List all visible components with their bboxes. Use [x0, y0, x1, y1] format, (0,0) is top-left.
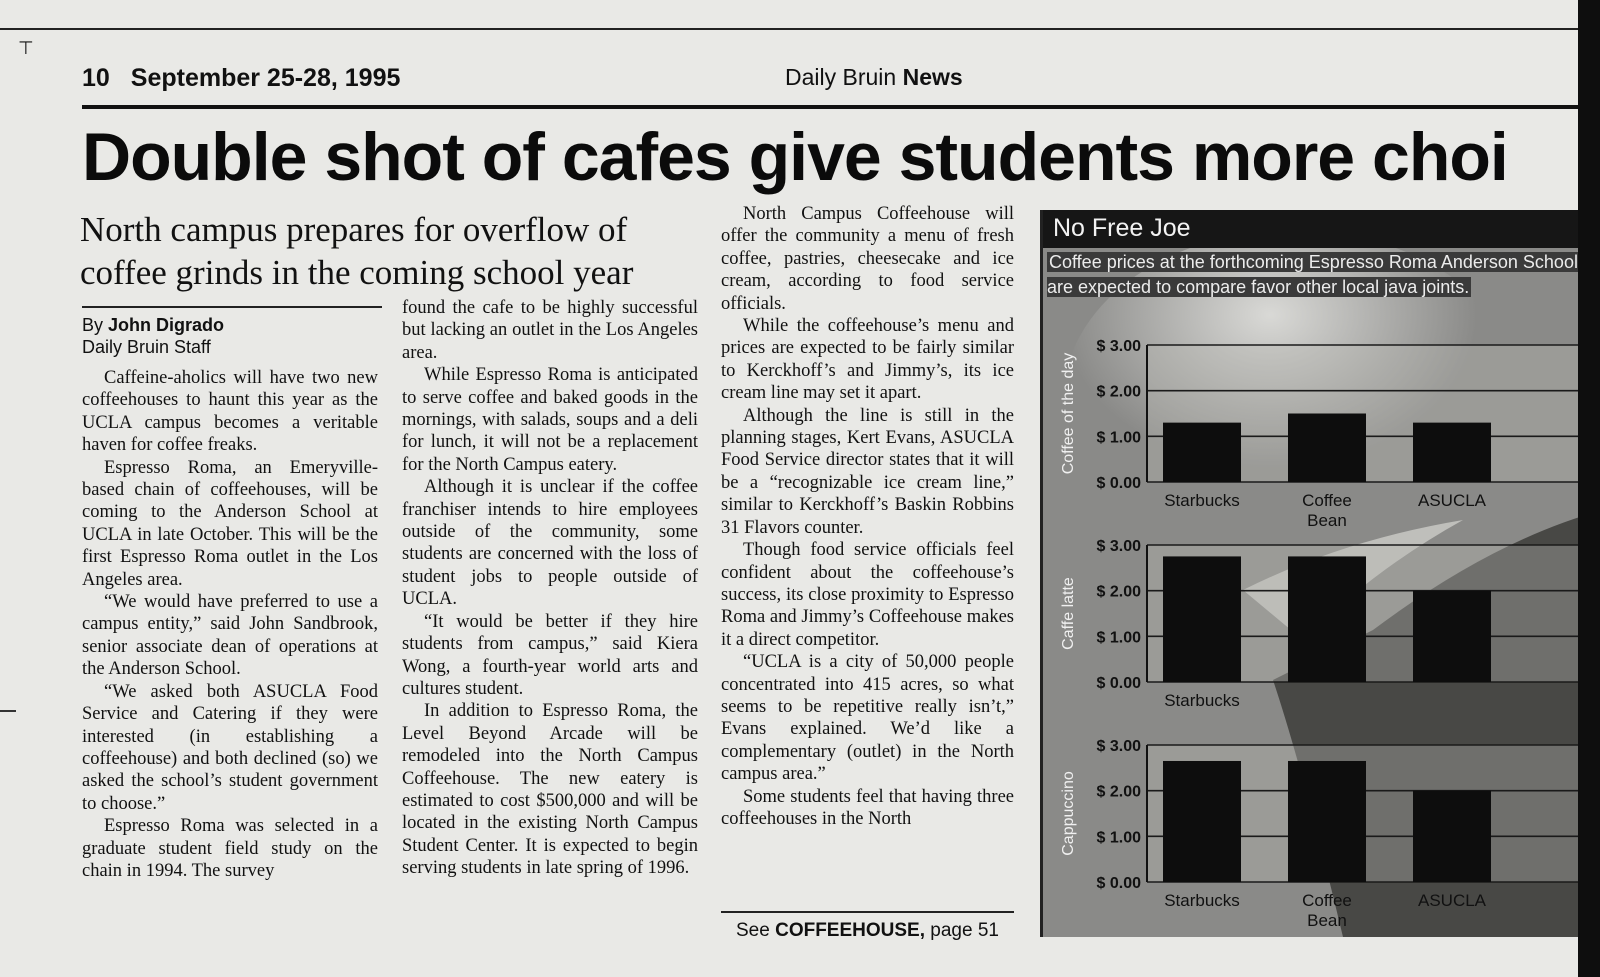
page-number: 10: [82, 64, 110, 92]
y-tick-label: $ 1.00: [1096, 829, 1141, 847]
y-tick-label: $ 3.00: [1096, 738, 1141, 755]
paragraph: “We asked both ASUCLA Food Service and Catering if they were interested (in establishing a coffeehouse) and both declined (so) we asked the school’s student government to choose.”: [82, 681, 378, 814]
headline: Double shot of cafes give students more choi: [82, 119, 1508, 195]
jump-rule: [721, 911, 1014, 913]
bar: [1163, 423, 1241, 482]
section-masthead: [785, 64, 963, 91]
y-tick-label: $ 2.00: [1096, 783, 1141, 801]
paragraph: “UCLA is a city of 50,000 people concentrated into 415 acres, so what seems to be repetitive really isn’t,” Evans explained. We’d like a complementary (outlet) in the North campus area.”: [721, 652, 1014, 785]
y-axis-label: Cappuccino: [1060, 771, 1077, 856]
bar: [1288, 761, 1366, 882]
category-label: Bean: [1307, 911, 1347, 930]
jump-line: [736, 920, 999, 942]
top-rule: [0, 28, 1600, 30]
margin-mark: ⊤: [18, 38, 34, 58]
byline: [82, 314, 224, 358]
paragraph: Espresso Roma, an Emeryville-based chain of coffeehouses, will be coming to the Anderson School at UCLA in late October. This will be the first Espresso Roma outlet in the Los Angeles area.: [82, 457, 378, 590]
paragraph: Although it is unclear if the coffee franchiser intends to hire employees outside of the community, some students are concerned with the loss of student jobs to people outside of UCLA.: [402, 477, 698, 610]
y-tick-label: $ 3.00: [1096, 538, 1141, 555]
bar: [1413, 423, 1491, 482]
margin-dash: [0, 710, 16, 712]
category-label: Coffee: [1302, 491, 1352, 510]
paragraph: In addition to Espresso Roma, the Level Beyond Arcade will be remodeled into the North Campus Coffeehouse. The new eatery is estimated to cost $500,000 and will be located in the existing North Campus Student Center. It is expected to begin serving students in late spring of 1996.: [402, 701, 698, 879]
category-label: Coffee: [1302, 891, 1352, 910]
y-tick-label: $ 2.00: [1096, 583, 1141, 601]
panel-title: No Free Joe: [1053, 214, 1191, 242]
page-edge-shadow: [1578, 0, 1600, 977]
chart-panel: [1040, 210, 1600, 937]
paragraph: Though food service officials feel confident about the coffeehouse’s success, its close proximity to Espresso Roma and Jimmy’s Coffeehouse makes it a direct competitor.: [721, 540, 1014, 650]
category-label: Starbucks: [1164, 891, 1240, 910]
jump-prefix: See: [736, 920, 770, 941]
byline-prefix: By: [82, 315, 104, 335]
byline-author-line: [82, 314, 224, 336]
y-tick-label: $ 2.00: [1096, 383, 1141, 401]
paragraph: found the cafe to be highly successful but lacking an outlet in the Los Angeles area.: [402, 298, 698, 363]
bar: [1288, 414, 1366, 483]
byline-rule: [82, 306, 382, 308]
category-label: ASUCLA: [1417, 891, 1487, 910]
paragraph: North Campus Coffeehouse will offer the community a menu of fresh coffee, pastries, cheesecake and ice cream, according to food service officials.: [721, 204, 1014, 314]
masthead-paper: Daily Bruin: [785, 64, 897, 90]
panel-subtitle-text: Coffee prices at the forthcoming Espresso Roma Anderson School are expected to compare favor other local java joints.: [1047, 252, 1578, 297]
deck: North campus prepares for overflow of coffee grinds in the coming school year: [80, 210, 634, 292]
bar: [1413, 791, 1491, 882]
article-column-2: [402, 297, 698, 880]
article-column-3: [721, 203, 1014, 830]
bar: [1413, 591, 1491, 682]
byline-author: John Digrado: [108, 315, 225, 335]
paragraph: Espresso Roma was selected in a graduate student field study on the chain in 1994. The survey: [82, 816, 378, 881]
price-charts: [1043, 210, 1600, 937]
category-label: Bean: [1307, 511, 1347, 530]
bar: [1163, 556, 1241, 682]
paragraph: Caffeine-aholics will have two new coffeehouses to haunt this year as the UCLA campus becomes a veritable haven for coffee freaks.: [82, 368, 378, 456]
folio: [82, 64, 400, 93]
byline-role: Daily Bruin Staff: [82, 337, 211, 357]
paragraph: “It would be better if they hire students from campus,” said Kiera Wong, a fourth-year world arts and cultures student.: [402, 611, 698, 699]
issue-date: September 25-28, 1995: [130, 64, 401, 92]
y-tick-label: $ 1.00: [1096, 629, 1141, 647]
category-label: Starbucks: [1164, 491, 1240, 510]
y-axis-label: Caffe latte: [1060, 577, 1077, 650]
jump-page: page 51: [930, 920, 999, 941]
article-column-1: [82, 367, 378, 882]
paragraph: While Espresso Roma is anticipated to serve coffee and baked goods in the mornings, with salads, soups and a deli for lunch, it will not be a replacement for the North Campus eatery.: [402, 365, 698, 475]
paragraph: While the coffeehouse’s menu and prices are expected to be fairly similar to Kerckhoff’s and Jimmy’s, its ice cream line may set it apart.: [721, 316, 1014, 404]
y-axis-label: Coffee of the day: [1060, 352, 1077, 475]
y-tick-label: $ 3.00: [1096, 338, 1141, 355]
masthead-section: News: [902, 64, 963, 90]
header-rule: [82, 105, 1600, 109]
paragraph: Some students feel that having three coffeehouses in the North: [721, 786, 1014, 829]
bar: [1288, 556, 1366, 682]
category-label: Starbucks: [1164, 691, 1240, 710]
y-tick-label: $ 0.00: [1096, 675, 1141, 692]
category-label: ASUCLA: [1417, 491, 1487, 510]
y-tick-label: $ 0.00: [1096, 875, 1141, 892]
paragraph: “We would have preferred to use a campus entity,” said John Sandbrook, senior associate dean of operations at the Anderson School.: [82, 592, 378, 680]
bar: [1163, 761, 1241, 882]
y-tick-label: $ 0.00: [1096, 475, 1141, 492]
jump-keyword: COFFEEHOUSE,: [775, 920, 925, 941]
paragraph: Although the line is still in the planning stages, Kert Evans, ASUCLA Food Service director states that it will be a “recognizable ice cream line,” similar to Kerckhoff’s Baskin Robbins 31 Flavors counter.: [721, 405, 1014, 538]
y-tick-label: $ 1.00: [1096, 429, 1141, 447]
